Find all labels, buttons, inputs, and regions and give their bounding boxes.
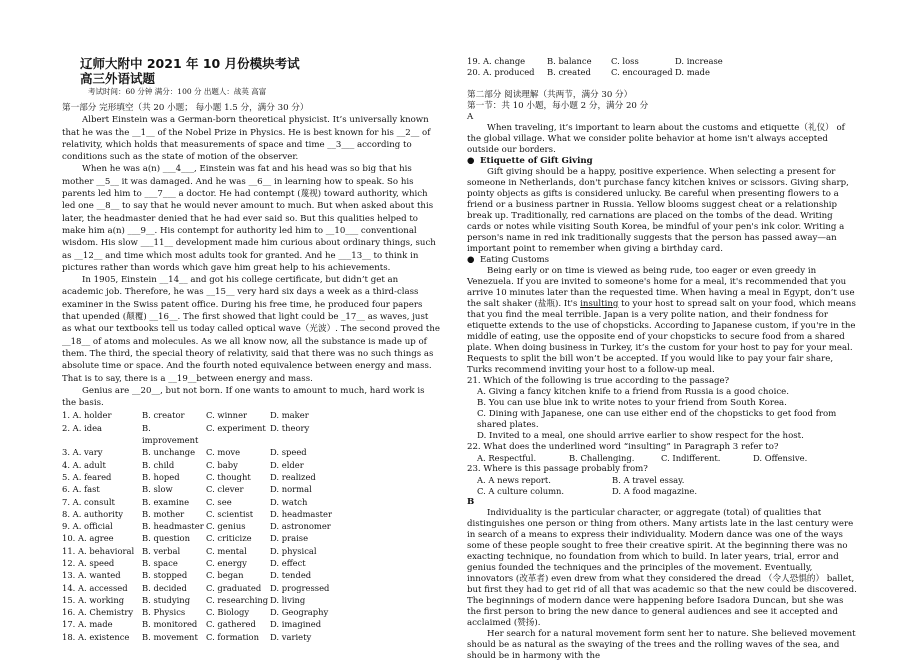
q23-options <box>477 475 857 497</box>
passage-a-intro: When traveling, it’s important to learn about the customs and etiquette（礼仪） of the global village. What we consider polite behavior at home isn't always accepted outside our borders. <box>467 123 845 155</box>
option-text: B. space <box>142 557 178 568</box>
option-text: D. imagined <box>270 619 322 630</box>
option-text: C. clever <box>206 484 244 495</box>
option-text: D. theory <box>270 422 310 433</box>
gift-giving-text: Gift giving should be a happy, positive experience. When selecting a present for someone in Netherlands, don't purchase fancy kitchen knives or scissors. Giving sharp, pointy objects as gifts is considered unlucky. Be careful when presenting flowers to a friend or a business partner in Russia. Yellow blooms suggest cheat or a relationship break up. Traditionally, red carnations are placed on the tombs of the dead. Writing cards or notes while visiting South Korea, be mindful of your pen's ink color. Writing a person's name in red ink traditionally suggests that the person has passed away—an important point to remember when giving a birthday card. <box>467 167 849 254</box>
bullet-icon: ● <box>467 156 480 166</box>
option-text: 13. A. wanted <box>62 570 121 581</box>
option-text: D. variety <box>270 631 312 642</box>
option-text: B. slow <box>142 484 173 495</box>
right-column <box>467 0 857 662</box>
cloze-paragraph-3: In 1905, Einstein __14__ and got his college certificate, but didn’t get an academic job. Therefore, he was __15__ very hard six days a week as a third-class examiner in the Swiss patent office. During his free time, he produced four papers that upended (颠覆) __16__. The first showed that light could be _17__ as waves, just as what our textbooks tell us today called optical wave（光波）. The second proved the __18__ of atoms and molecules. As we all know now, all the substance is made up of them. The third, the special theory of relativity, said that there was no such things as absolute time or space. And the fourth noted equivalence between energy and mass. That is to say, there is a __19__between energy and mass. <box>62 275 441 384</box>
option-row-9 <box>62 520 440 532</box>
option-text: 5. A. feared <box>62 471 112 482</box>
option-row-20 <box>467 67 857 78</box>
option-text: C. thought <box>206 471 251 482</box>
q22-options <box>477 453 857 464</box>
option-text: 15. A. working <box>62 594 125 605</box>
option-text: D. watch <box>270 496 308 507</box>
section-heading: 第一节：共 10 小题，每小题 2 分，满分 20 分 <box>467 101 649 111</box>
q21-option-d: D. Invited to a meal, one should arrive earlier to show respect for the host. <box>477 431 804 441</box>
cloze-paragraph-2: When he was a(n) ___4___, Einstein was fat and his head was so big that his mother __5__ it was damaged. And he was __6__ in learning how to speak. So his parents led him to ___7___ a doctor. He had contempt (蔑视) toward authority, which led one __8__ to say that he would never amount to much. But when asked about this later, the headmaster denied that he had ever said so. But this qualities helped to make him a(n) ___9__. His contempt for authority led him to __10___ conventional wisdom. His slow ___11__ development made him curious about ordinary things, such as __12__ and time which most adults took for granted. And he ___13__ to think in pictures rather than words which gave him great help to his achievements. <box>62 164 436 273</box>
option-row-3 <box>62 446 440 458</box>
cloze-paragraph-4: Genius are __20__, but not born. If one wants to amount to much, hard work is the basis. <box>62 385 425 409</box>
exam-title-line1: 辽师大附中 2021 年 10 月份模块考试 <box>80 56 300 71</box>
question-23: 23. Where is this passage probably from? <box>467 464 648 474</box>
option-text: B. verbal <box>142 545 181 556</box>
q21-option-b: B. You can use blue ink to write notes to your friend from South Korea. <box>477 398 787 408</box>
option-text: B. hoped <box>142 471 180 482</box>
option-text: B. created <box>547 67 591 77</box>
passage-b-label: B <box>467 497 475 507</box>
option-text: 9. A. official <box>62 521 113 532</box>
option-text: B. creator <box>142 410 185 421</box>
option-text: C. Indifferent. <box>661 453 721 463</box>
option-row-16 <box>62 606 440 618</box>
cloze-paragraph-1: Albert Einstein was a German-born theoretical physicist. It’s universally known that he was the __1__ of the Nobel Prize in Physics. He is best known for his __2__ of relativity, which holds that measurements of space and time __3___ according to conditions such as the state of motion of the observer. <box>62 115 431 163</box>
option-text: 17. A. made <box>62 619 113 630</box>
option-row-6 <box>62 483 440 495</box>
q21-option-a: A. Giving a fancy kitchen knife to a friend from Russia is a good choice. <box>477 387 789 397</box>
option-text: 14. A. accessed <box>62 582 128 593</box>
option-text: D. normal <box>270 484 312 495</box>
option-text: D. realized <box>270 471 316 482</box>
option-text: C. graduated <box>206 582 262 593</box>
option-text: C. move <box>206 447 241 458</box>
option-text: C. criticize <box>206 533 252 544</box>
text-span: Being early or on time is viewed as being rude, too eager or even greedy in Venezuela. If you are invited to someone's home for a meal, it's recommended that you arrive 10 minutes later than the requested time. When having a meal in Egypt, don’t use the salt shaker (盐瓶). It's <box>467 266 855 309</box>
option-text: 20. A. produced <box>467 67 535 77</box>
option-text: D. progressed <box>270 582 330 593</box>
option-text: C. formation <box>206 631 259 642</box>
option-text: B. examine <box>142 496 190 507</box>
option-text: A. A news report. <box>477 475 551 485</box>
option-row-7 <box>62 496 440 508</box>
option-text: 12. A. speed <box>62 557 115 568</box>
option-text: C. baby <box>206 459 238 470</box>
exam-info: 考试时间：60 分钟 满分：100 分 出题人：战英 高富 <box>88 87 267 96</box>
eating-customs-text <box>467 266 857 376</box>
option-text: C. see <box>206 496 232 507</box>
option-text: B. improvement <box>142 422 199 446</box>
option-text: B. Challenging. <box>569 453 635 463</box>
option-text: D. elder <box>270 459 304 470</box>
option-text: C. Biology <box>206 607 250 618</box>
passage-a-label: A <box>467 112 474 122</box>
option-row-2 <box>62 422 440 447</box>
option-text: D. tended <box>270 570 312 581</box>
option-text: B. question <box>142 533 190 544</box>
option-text: 6. A. fast <box>62 484 100 495</box>
option-text: D. Geography <box>270 607 329 618</box>
cloze-options <box>62 409 440 643</box>
option-text: D. maker <box>270 410 309 421</box>
option-row-5 <box>62 471 440 483</box>
option-row-17 <box>62 618 440 630</box>
option-text: D. praise <box>270 533 309 544</box>
option-text: D. astronomer <box>270 521 331 532</box>
option-text: 18. A. existence <box>62 631 130 642</box>
underlined-word: insulting <box>580 299 619 309</box>
option-text: D. effect <box>270 557 306 568</box>
option-text: 8. A. authority <box>62 508 123 519</box>
option-row-10 <box>62 532 440 544</box>
option-text: A. Respectful. <box>477 453 537 463</box>
option-row-14 <box>62 582 440 594</box>
question-22: 22. What does the underlined word “insulting” in Paragraph 3 refer to? <box>467 442 779 452</box>
option-text: C. energy <box>206 557 247 568</box>
option-text: C. loss <box>611 56 639 66</box>
option-text: 2. A. idea <box>62 422 103 433</box>
option-text: D. increase <box>675 56 723 66</box>
option-text: 3. A. vary <box>62 447 103 458</box>
option-text: C. experiment <box>206 422 266 433</box>
option-text: C. scientist <box>206 508 254 519</box>
option-text: D. headmaster <box>270 508 333 519</box>
option-row-4 <box>62 459 440 471</box>
passage-b-paragraph-2: Her search for a natural movement form sent her to nature. She believed movement should be as natural as the swaying of the trees and the rolling waves of the sea, and should be in harmony with the <box>467 629 856 661</box>
passage-b-paragraph-1: Individuality is the particular character, or aggregate (total) of qualities that distinguishes one person or thing from others. Many artists late in the last century were in search of a means to express their individuality. Modern dance was one of the ways some of these people sought to free their creative spirit. At the beginning there was no exacting technique, no foundation from which to build. In later years, trial, error and genius founded the techniques and the principles of the movement. Eventually, innovators (改革者) even drew from what they considered the dread （令人恐惧的） ballet, but first they had to get rid of all that was academic so that the new could be discovered. The beginnings of modern dance were happening before Isadora Duncan, but she was the first person to bring the new dance to general audiences and see it accepted and acclaimed (赞扬). <box>467 508 857 628</box>
option-text: B. monitored <box>142 619 198 630</box>
option-text: D. Offensive. <box>753 453 808 463</box>
option-text: B. Physics <box>142 607 186 618</box>
part2-heading: 第二部分 阅读理解（共两节，满分 30 分） <box>467 90 633 100</box>
option-text: C. A culture column. <box>477 486 565 496</box>
option-text: 16. A. Chemistry <box>62 607 134 618</box>
bullet-eating-customs <box>467 255 857 266</box>
bullet-gift-giving <box>467 156 857 167</box>
bullet-icon: ● <box>467 255 480 265</box>
option-text: B. child <box>142 459 175 470</box>
option-row-18 <box>62 631 440 643</box>
option-text: B. decided <box>142 582 187 593</box>
option-row-15 <box>62 594 440 606</box>
option-text: B. unchange <box>142 447 196 458</box>
option-text: 19. A. change <box>467 56 526 66</box>
exam-title-line2: 高三外语试题 <box>80 71 156 86</box>
left-column <box>62 0 440 643</box>
option-text: D. speed <box>270 447 307 458</box>
option-text: C. began <box>206 570 244 581</box>
option-text: C. researching <box>206 594 269 605</box>
option-text: D. living <box>270 594 306 605</box>
option-row-11 <box>62 545 440 557</box>
option-text: 11. A. behavioral <box>62 545 135 556</box>
option-text: D. A food magazine. <box>612 486 698 496</box>
option-text: B. headmaster <box>142 521 204 532</box>
part1-heading: 第一部分 完形填空（共 20 小题； 每小题 1.5 分，满分 30 分） <box>62 103 309 113</box>
option-text: C. winner <box>206 410 248 421</box>
option-text: 10. A. agree <box>62 533 114 544</box>
question-21: 21. Which of the following is true according to the passage? <box>467 376 730 386</box>
option-text: 4. A. adult <box>62 459 106 470</box>
option-text: 7. A. consult <box>62 496 115 507</box>
option-text: B. studying <box>142 594 191 605</box>
option-text: C. genius <box>206 521 246 532</box>
option-text: C. encouraged <box>611 67 673 77</box>
text-span: to your host to spread salt on your food, which means that you find the meal terrible. Japan is a very polite nation, and their fondness for etiquette extends to the use of chopsticks. According to Japanese custom, if you're in the middle of eating, use the opposite end of your chopsticks to secure food from a shared plate. When doing business in Turkey, it’s the custom for your host to pay for your meal. Requests to split the bill won’t be accepted. If you would like to pay your fair share, Turks recommend inviting your host to a follow-up meal. <box>467 299 856 375</box>
option-row-19 <box>467 56 857 67</box>
option-text: 1. A. holder <box>62 410 112 421</box>
option-text: C. gathered <box>206 619 256 630</box>
option-text: D. made <box>675 67 710 77</box>
option-text: C. mental <box>206 545 247 556</box>
option-row-8 <box>62 508 440 520</box>
option-text: B. stopped <box>142 570 188 581</box>
option-text: B. movement <box>142 631 198 642</box>
option-text: B. balance <box>547 56 592 66</box>
option-text: B. mother <box>142 508 185 519</box>
bullet-heading: Etiquette of Gift Giving <box>479 156 593 166</box>
option-text: D. physical <box>270 545 317 556</box>
bullet-heading: Eating Customs <box>479 255 550 265</box>
option-row-12 <box>62 557 440 569</box>
q21-option-c: C. Dining with Japanese, one can use either end of the chopsticks to get food from shared plates. <box>477 409 837 430</box>
option-row-1 <box>62 409 440 421</box>
option-row-13 <box>62 569 440 581</box>
option-text: B. A travel essay. <box>612 475 685 485</box>
